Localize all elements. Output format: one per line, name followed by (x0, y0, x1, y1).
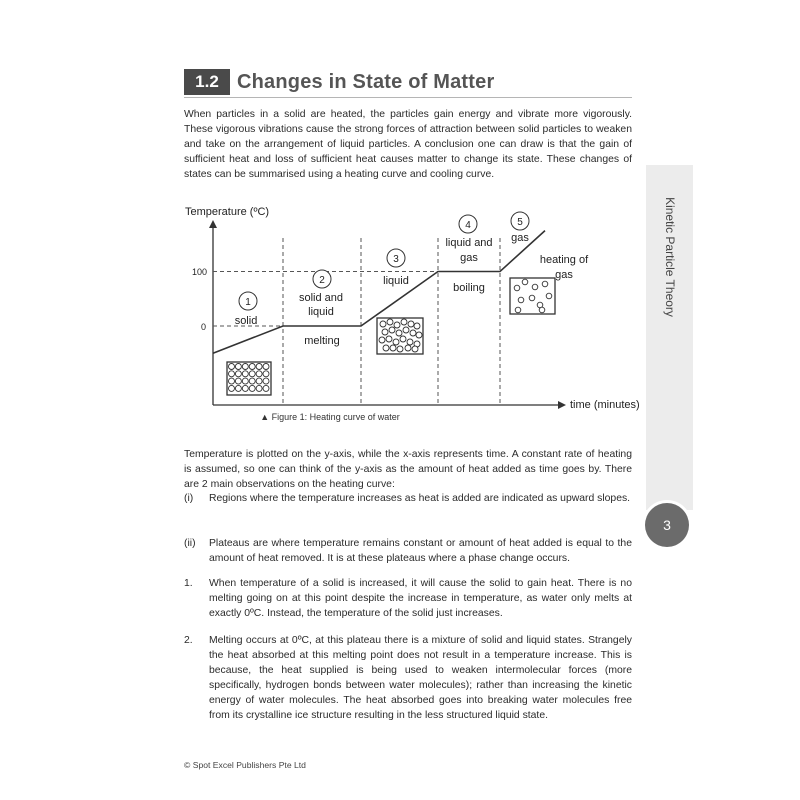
stage-number: 3 (393, 254, 399, 265)
solid-particle (249, 378, 255, 384)
stage-marker-3 (387, 249, 405, 267)
stage-marker-4 (459, 215, 477, 233)
solid-particles-icon (227, 362, 271, 395)
gas-particle (514, 285, 520, 291)
solid-particle (229, 364, 235, 370)
stage-number: 4 (465, 220, 471, 231)
list-text: Plateaus are where temperature remains constant or amount of heat added is equal to the amount of heat removed. It is at these plateaus where a phase change occurs. (209, 538, 632, 564)
solid-particle (263, 364, 269, 370)
section-heading (184, 66, 632, 98)
liquid-particle (407, 339, 413, 345)
liquid-particle (410, 330, 416, 336)
solid-particle (235, 371, 241, 377)
x-axis-label: time (minutes) (570, 399, 640, 411)
gas-particle (532, 284, 538, 290)
liquid-particle (403, 327, 409, 333)
liquid-particle (405, 345, 411, 351)
liquid-particle (380, 321, 386, 327)
y-axis-label: Temperature (ºC) (185, 206, 270, 218)
solid-particle (256, 364, 262, 370)
stage-number: 1 (245, 297, 251, 308)
list-marker: (i) (184, 493, 194, 504)
gas-particle (518, 297, 524, 303)
liquid-particle (397, 346, 403, 352)
stage-marker-5 (511, 212, 529, 230)
y-tick-label: 0 (201, 322, 207, 332)
stage-marker-2 (313, 270, 331, 288)
list-marker: 1. (184, 578, 193, 589)
stage-number: 2 (319, 275, 325, 286)
stage-label-liquid-and-gas: liquid and gas (445, 237, 493, 264)
solid-particle (229, 371, 235, 377)
gas-particle (515, 307, 521, 313)
liquid-particle (390, 345, 396, 351)
list-text: Melting occurs at 0ºC, at this plateau there is a mixture of solid and liquid states. Strangely the heat absorbed at this melting point does not result in a temperature increase. This is because, the heat supplied is being used to weaken intermolecular forces (more specifically, hydrogen bonds between water molecules); rather than increasing the kinetic energy of water molecules. The heat absorbed goes into breaking water molecules free from its crystalline ice structure resulting in the less structured liquid state. (209, 635, 632, 721)
solid-particle (229, 385, 235, 391)
solid-particle (235, 385, 241, 391)
stage-marker-1 (239, 292, 257, 310)
gas-particle (546, 293, 552, 299)
gas-particle (539, 307, 545, 313)
solid-particle (263, 371, 269, 377)
solid-particle (256, 378, 262, 384)
stage-label-solid-and-liquid: solid and liquid (298, 292, 344, 318)
section-title: Changes in State of Matter (237, 71, 495, 93)
solid-particle (249, 385, 255, 391)
liquid-particle (387, 319, 393, 325)
liquid-particle (383, 345, 389, 351)
liquid-particle (401, 319, 407, 325)
stage-label-liquid: liquid (383, 275, 409, 287)
heading-underline (184, 97, 632, 98)
liquid-particle (414, 323, 420, 329)
intro-paragraph: When particles in a solid are heated, the particles gain energy and vibrate more vigorously. These vigorous vibrations cause the strong forces of attraction between solid particles to weaken and take on the arrangement of liquid particles. A conclusion one can draw is that the gain of sufficient heat and loss of sufficient heat causes matter to change its state. These changes of states can be summarised using a heating curve and cooling curve. (184, 109, 632, 180)
list-text: Regions where the temperature increases as heat is added are indicated as upward slopes. (209, 493, 631, 504)
solid-particle (242, 378, 248, 384)
section-number: 1.2 (184, 69, 230, 95)
heating-curve-chart (180, 198, 640, 430)
liquid-particle (394, 322, 400, 328)
observations-paragraph (184, 447, 632, 492)
page-number: 3 (645, 503, 689, 547)
stage-number: 5 (517, 217, 523, 228)
liquid-particle (416, 332, 422, 338)
solid-particle (242, 385, 248, 391)
liquid-particle (396, 330, 402, 336)
solid-particle (235, 378, 241, 384)
liquid-particle (379, 337, 385, 343)
solid-particle (235, 364, 241, 370)
gas-particle (529, 295, 535, 301)
solid-particle (256, 371, 262, 377)
stage-label-solid: solid (234, 315, 258, 327)
list-marker: 2. (184, 635, 193, 646)
chapter-tab-label: Kinetic Particle Theory (663, 197, 677, 317)
liquid-particle (393, 339, 399, 345)
list-text: When temperature of a solid is increased, it will cause the solid to gain heat. There is no melting going on at this point despite the increase in temperature, as water only melts at exactly 0ºC. Instead, the temperature of the solid just increases. (209, 578, 632, 619)
liquid-particle (412, 346, 418, 352)
liquid-particle (386, 336, 392, 342)
solid-particle (263, 385, 269, 391)
liquid-particles-icon (377, 318, 423, 354)
solid-particle (229, 378, 235, 384)
gas-particle (542, 281, 548, 287)
copyright-footer: © Spot Excel Publishers Pte Ltd (184, 760, 306, 770)
liquid-particle (400, 336, 406, 342)
stage-label-gas: gas (511, 232, 529, 244)
solid-particle (256, 385, 262, 391)
y-tick-label: 100 (192, 267, 208, 277)
solid-particle (242, 364, 248, 370)
solid-particle (263, 378, 269, 384)
solid-particle (249, 371, 255, 377)
annotation-heating-of-gas: heating of gas (539, 254, 589, 281)
gas-particle (522, 279, 528, 285)
observations-intro: Temperature is plotted on the y-axis, while the x-axis represents time. A constant rate of heating is assumed, so one can think of the y-axis as the amount of heat added as time goes by. There are 2 main observations on the heating curve: (184, 449, 632, 490)
gas-particles-icon (510, 278, 555, 314)
liquid-particle (389, 327, 395, 333)
plateau-label-boiling: boiling (453, 282, 485, 294)
liquid-particle (382, 329, 388, 335)
solid-particle (249, 364, 255, 370)
solid-particle (242, 371, 248, 377)
figure-caption: ▲ Figure 1: Heating curve of water (260, 412, 400, 422)
liquid-particle (408, 321, 414, 327)
plateau-label-melting: melting (304, 335, 340, 347)
list-marker: (ii) (184, 538, 196, 549)
